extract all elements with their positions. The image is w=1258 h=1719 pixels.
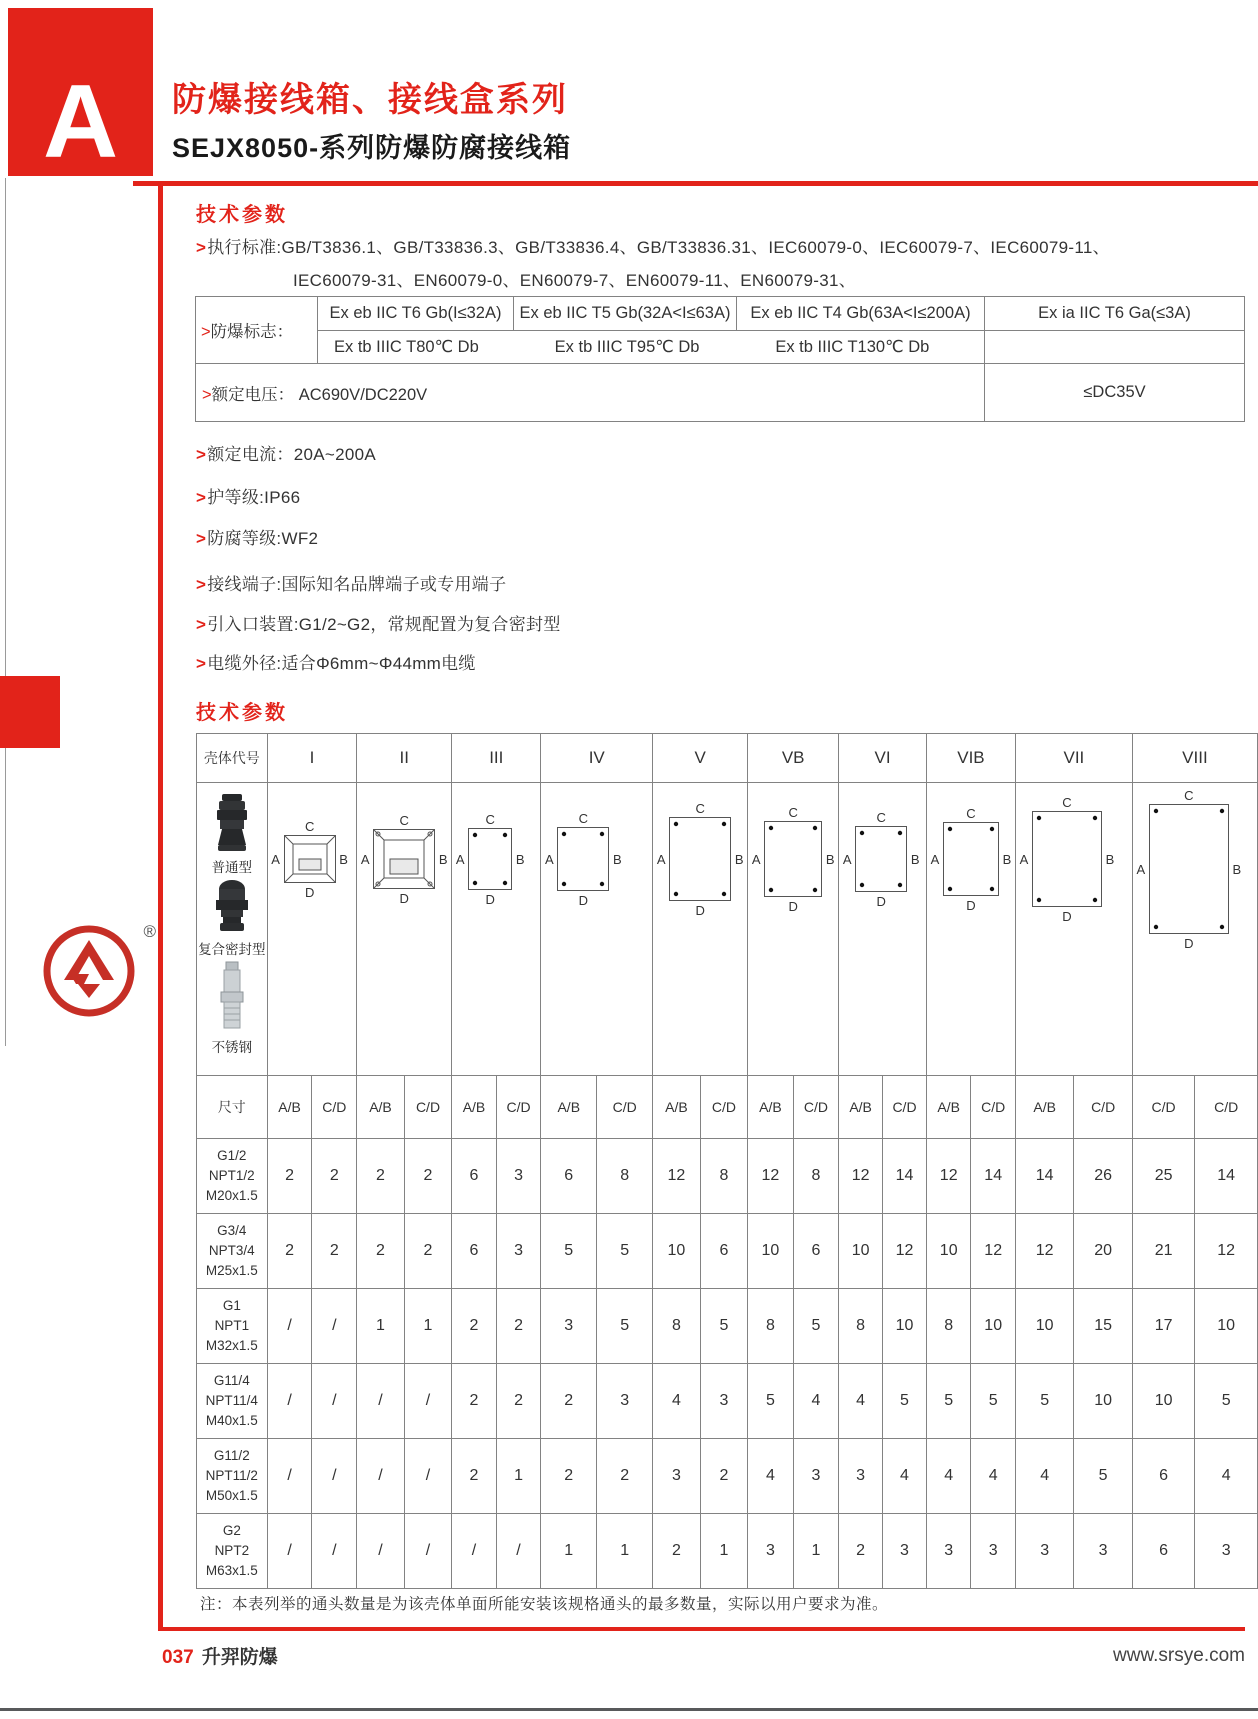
qty-cell-r0-c12: 12 — [839, 1139, 883, 1214]
qty-cell-r3-c13: 5 — [883, 1364, 927, 1439]
spec-line-corrosion: >防腐等级:WF2 — [196, 529, 319, 548]
qty-cell-r2-c16: 10 — [1015, 1289, 1073, 1364]
qty-cell-r4-c4: 2 — [452, 1439, 497, 1514]
qty-cell-r3-c2: / — [357, 1364, 405, 1439]
qty-cell-r4-c7: 2 — [597, 1439, 653, 1514]
qty-cell-r2-c14: 8 — [926, 1289, 971, 1364]
enclosure-diagram-cell-VIII — [1132, 783, 1257, 1076]
qty-cell-r2-c8: 8 — [653, 1289, 701, 1364]
enclosure-diagram-cell-VI — [839, 783, 927, 1076]
qty-cell-r1-c8: 10 — [653, 1214, 701, 1289]
shell-code-header-III: III — [452, 734, 541, 783]
diagram-label-top: C — [695, 800, 705, 816]
enclosure-face-box — [855, 826, 907, 892]
diagram-label-top: C — [399, 812, 409, 828]
footer-website: www.srsye.com — [1113, 1645, 1245, 1666]
qty-cell-r5-c18: 6 — [1132, 1514, 1195, 1589]
marking-cell: Ex eb IIC T4 Gb(63A<I≤200A) — [737, 297, 985, 331]
thread-size-label-0: G1/2 NPT1/2 M20x1.5 — [197, 1139, 268, 1214]
qty-cell-r3-c10: 5 — [748, 1364, 794, 1439]
diagram-label-bottom: D — [1184, 935, 1194, 951]
qty-cell-r5-c3: / — [404, 1514, 452, 1589]
qty-cell-r4-c17: 5 — [1074, 1439, 1132, 1514]
qty-cell-r0-c16: 14 — [1015, 1139, 1073, 1214]
enclosure-diagram-VII — [1016, 793, 1132, 925]
qty-cell-r3-c19: 5 — [1195, 1364, 1258, 1439]
diagram-label-top: C — [966, 805, 976, 821]
qty-cell-r4-c0: / — [267, 1439, 312, 1514]
page-number: 037 — [162, 1647, 194, 1668]
qty-cell-r5-c14: 3 — [926, 1514, 971, 1589]
qty-cell-r5-c4: / — [452, 1514, 497, 1589]
enclosure-face-box — [373, 829, 435, 889]
shell-code-header-VI: VI — [839, 734, 927, 783]
qty-cell-r1-c7: 5 — [597, 1214, 653, 1289]
voltage-dc-cell: ≤DC35V — [985, 364, 1245, 422]
enclosure-face-box — [468, 828, 512, 890]
qty-cell-r3-c18: 10 — [1132, 1364, 1195, 1439]
diagram-label-left: A — [544, 851, 554, 867]
qty-cell-r1-c17: 20 — [1074, 1214, 1132, 1289]
qty-cell-r0-c1: 2 — [312, 1139, 357, 1214]
diagram-label-right: B — [339, 851, 348, 867]
qty-cell-r0-c9: 8 — [700, 1139, 748, 1214]
enclosure-diagram-cell-II — [357, 783, 452, 1076]
qty-cell-r2-c19: 10 — [1195, 1289, 1258, 1364]
thread-size-label-1: G3/4 NPT3/4 M25x1.5 — [197, 1214, 268, 1289]
enclosure-diagram-VIB — [927, 804, 1015, 914]
shell-code-header-I: I — [267, 734, 357, 783]
qty-cell-r5-c11: 1 — [793, 1514, 839, 1589]
diagram-label-left: A — [930, 851, 940, 867]
company-logo — [40, 922, 156, 1038]
diagram-label-top: C — [876, 809, 886, 825]
qty-cell-r2-c0: / — [267, 1289, 312, 1364]
diagram-label-bottom: D — [966, 897, 976, 913]
spec-line-entries: >引入口装置:G1/2~G2，常规配置为复合密封型 — [196, 615, 561, 634]
qty-cell-r5-c15: 3 — [971, 1514, 1016, 1589]
enclosure-face-box — [1032, 811, 1102, 907]
qty-cell-r4-c3: / — [404, 1439, 452, 1514]
qty-cell-r2-c9: 5 — [700, 1289, 748, 1364]
diagram-label-left: A — [656, 851, 666, 867]
qty-cell-r0-c7: 8 — [597, 1139, 653, 1214]
qty-cell-r4-c5: 1 — [496, 1439, 541, 1514]
qty-cell-r1-c13: 12 — [883, 1214, 927, 1289]
size-sub-label-VIB: A/B — [926, 1076, 971, 1139]
qty-cell-r2-c4: 2 — [452, 1289, 497, 1364]
cable-gland-normal-image — [210, 793, 254, 853]
enclosure-face-box — [557, 827, 609, 891]
diagram-label-bottom: D — [876, 893, 886, 909]
qty-cell-r4-c12: 3 — [839, 1439, 883, 1514]
shell-code-header-VIII: VIII — [1132, 734, 1257, 783]
arrow-marker: > — [202, 385, 212, 404]
enclosure-diagram-cell-VIB — [926, 783, 1015, 1076]
header-divider-line — [133, 181, 1258, 186]
qty-cell-r1-c5: 3 — [496, 1214, 541, 1289]
enclosure-face-box — [943, 822, 999, 896]
qty-cell-r1-c6: 5 — [541, 1214, 597, 1289]
qty-cell-r5-c1: / — [312, 1514, 357, 1589]
qty-cell-r1-c2: 2 — [357, 1214, 405, 1289]
qty-cell-r0-c17: 26 — [1074, 1139, 1132, 1214]
enclosure-diagram-V — [653, 799, 747, 919]
enclosure-diagram-cell-IV — [541, 783, 653, 1076]
qty-cell-r5-c12: 2 — [839, 1514, 883, 1589]
qty-cell-r4-c15: 4 — [971, 1439, 1016, 1514]
enclosure-diagram-VB — [748, 803, 838, 915]
qty-cell-r2-c10: 8 — [748, 1289, 794, 1364]
marking-empty-cell — [985, 331, 1245, 364]
product-label-steel: 不锈钢 — [211, 1040, 253, 1055]
diagram-label-right: B — [1105, 851, 1115, 867]
shell-code-header-V: V — [653, 734, 748, 783]
enclosure-diagram-III — [452, 810, 540, 908]
qty-cell-r5-c16: 3 — [1015, 1514, 1073, 1589]
qty-cell-r0-c6: 6 — [541, 1139, 597, 1214]
qty-cell-r2-c17: 15 — [1074, 1289, 1132, 1364]
qty-cell-r4-c1: / — [312, 1439, 357, 1514]
size-sub-label-III: A/B — [452, 1076, 497, 1139]
size-sub-label-I: C/D — [312, 1076, 357, 1139]
diagram-label-top: C — [485, 811, 495, 827]
qty-cell-r4-c19: 4 — [1195, 1439, 1258, 1514]
qty-cell-r4-c9: 2 — [700, 1439, 748, 1514]
spec-line-ip: >护等级:IP66 — [196, 488, 301, 507]
shell-code-corner-label: 壳体代号 — [197, 734, 268, 783]
marking-label-cell: >防爆标志： — [196, 297, 318, 364]
spec-line-standards: >执行标准:GB/T3836.1、GB/T33836.3、GB/T33836.4、GB/T33836.31、IEC60079-0、IEC60079-7、IEC60079-11、 — [196, 238, 1110, 257]
enclosure-diagram-VI — [839, 808, 926, 910]
qty-cell-r2-c15: 10 — [971, 1289, 1016, 1364]
diagram-label-top: C — [578, 810, 588, 826]
product-images-cell — [197, 783, 268, 1076]
marking-row2-cell: Ex tb IIIC T80℃ Db Ex tb IIIC T95℃ Db Ex tb IIIC T130℃ Db — [318, 331, 985, 364]
spec-line-cable-od: >电缆外径:适合Φ6mm~Φ44mm电缆 — [196, 654, 476, 673]
enclosure-diagram-cell-I — [267, 783, 357, 1076]
qty-cell-r3-c17: 10 — [1074, 1364, 1132, 1439]
content-bottom-border — [158, 1627, 1245, 1631]
size-sub-label-VB: C/D — [793, 1076, 839, 1139]
qty-cell-r3-c6: 2 — [541, 1364, 597, 1439]
qty-cell-r1-c0: 2 — [267, 1214, 312, 1289]
qty-cell-r2-c7: 5 — [597, 1289, 653, 1364]
spec-line-current: >额定电流：20A~200A — [196, 445, 377, 464]
company-logo-icon — [40, 922, 138, 1020]
product-images-stack — [197, 783, 267, 1056]
qty-cell-r5-c17: 3 — [1074, 1514, 1132, 1589]
marking-table — [195, 296, 1245, 422]
qty-cell-r1-c15: 12 — [971, 1214, 1016, 1289]
qty-cell-r3-c11: 4 — [793, 1364, 839, 1439]
diagram-label-bottom: D — [399, 890, 409, 906]
diagram-label-bottom: D — [485, 891, 495, 907]
enclosure-diagram-cell-V — [653, 783, 748, 1076]
qty-cell-r5-c6: 1 — [541, 1514, 597, 1589]
qty-cell-r2-c13: 10 — [883, 1289, 927, 1364]
enclosure-diagram-cell-VII — [1015, 783, 1132, 1076]
size-sub-label-VIB: C/D — [971, 1076, 1016, 1139]
qty-cell-r0-c4: 6 — [452, 1139, 497, 1214]
size-sub-label-VI: C/D — [883, 1076, 927, 1139]
size-sub-label-VII: A/B — [1015, 1076, 1073, 1139]
qty-cell-r0-c3: 2 — [404, 1139, 452, 1214]
diagram-label-bottom: D — [788, 898, 798, 914]
qty-cell-r4-c18: 6 — [1132, 1439, 1195, 1514]
qty-cell-r3-c5: 2 — [496, 1364, 541, 1439]
qty-cell-r5-c13: 3 — [883, 1514, 927, 1589]
qty-cell-r0-c2: 2 — [357, 1139, 405, 1214]
qty-cell-r1-c11: 6 — [793, 1214, 839, 1289]
diagram-label-bottom: D — [1062, 908, 1072, 924]
qty-cell-r1-c19: 12 — [1195, 1214, 1258, 1289]
diagram-label-left: A — [271, 851, 280, 867]
size-sub-label-IV: A/B — [541, 1076, 597, 1139]
enclosure-diagram-II — [357, 811, 451, 907]
tech-params-heading-2: 技术参数 — [196, 702, 288, 724]
page-edge-line — [5, 178, 6, 1046]
diagram-label-right: B — [612, 851, 622, 867]
size-sub-label-VII: C/D — [1074, 1076, 1132, 1139]
size-sub-label-III: C/D — [496, 1076, 541, 1139]
qty-cell-r5-c19: 3 — [1195, 1514, 1258, 1589]
spec-line-standards-cont: IEC60079-31、EN60079-0、EN60079-7、EN60079-11、EN60079-31、 — [293, 271, 857, 290]
arrow-marker: > — [201, 323, 211, 341]
qty-cell-r0-c14: 12 — [926, 1139, 971, 1214]
qty-cell-r3-c0: / — [267, 1364, 312, 1439]
qty-cell-r2-c1: / — [312, 1289, 357, 1364]
enclosure-face-box — [669, 817, 731, 901]
section-letter: A — [42, 64, 119, 181]
thread-size-label-2: G1 NPT1 M32x1.5 — [197, 1289, 268, 1364]
diagram-label-right: B — [825, 851, 835, 867]
qty-cell-r3-c14: 5 — [926, 1364, 971, 1439]
qty-cell-r0-c0: 2 — [267, 1139, 312, 1214]
qty-cell-r4-c10: 4 — [748, 1439, 794, 1514]
diagram-label-top: C — [1062, 794, 1072, 810]
qty-cell-r0-c15: 14 — [971, 1139, 1016, 1214]
diagram-label-left: A — [1136, 861, 1146, 877]
diagram-label-right: B — [910, 851, 920, 867]
qty-cell-r2-c5: 2 — [496, 1289, 541, 1364]
diagram-label-top: C — [1184, 787, 1194, 803]
footer-page-brand — [162, 1642, 278, 1669]
spec-line-terminals: >接线端子:国际知名品牌端子或专用端子 — [196, 575, 507, 594]
size-sub-label-V: C/D — [700, 1076, 748, 1139]
enclosure-face-box — [764, 821, 822, 897]
section-letter-badge — [8, 8, 153, 181]
thread-size-label-5: G2 NPT2 M63x1.5 — [197, 1514, 268, 1589]
qty-cell-r5-c5: / — [496, 1514, 541, 1589]
diagram-label-bottom: D — [695, 902, 705, 918]
qty-cell-r1-c14: 10 — [926, 1214, 971, 1289]
diagram-label-left: A — [455, 851, 465, 867]
qty-cell-r0-c5: 3 — [496, 1139, 541, 1214]
shell-code-header-II: II — [357, 734, 452, 783]
qty-cell-r3-c15: 5 — [971, 1364, 1016, 1439]
qty-cell-r5-c8: 2 — [653, 1514, 701, 1589]
enclosure-diagram-cell-III — [452, 783, 541, 1076]
qty-cell-r0-c18: 25 — [1132, 1139, 1195, 1214]
table-note: 注：本表列举的通头数量是为该壳体单面所能安装该规格通头的最多数量，实际以用户要求为准。 — [200, 1596, 889, 1613]
diagram-label-left: A — [360, 851, 370, 867]
diagram-label-top: C — [788, 804, 798, 820]
size-sub-label-I: A/B — [267, 1076, 312, 1139]
shell-code-header-VIB: VIB — [926, 734, 1015, 783]
size-sub-label-VB: A/B — [748, 1076, 794, 1139]
shell-code-header-VB: VB — [748, 734, 839, 783]
tech-params-heading-1: 技术参数 — [196, 204, 288, 226]
qty-cell-r5-c0: / — [267, 1514, 312, 1589]
page-bottom-rule — [0, 1708, 1258, 1711]
qty-cell-r3-c16: 5 — [1015, 1364, 1073, 1439]
qty-cell-r2-c3: 1 — [404, 1289, 452, 1364]
thread-size-label-3: G11/4 NPT11/4 M40x1.5 — [197, 1364, 268, 1439]
qty-cell-r1-c9: 6 — [700, 1214, 748, 1289]
enclosure-diagram-I — [268, 817, 357, 901]
qty-cell-r4-c13: 4 — [883, 1439, 927, 1514]
qty-cell-r1-c16: 12 — [1015, 1214, 1073, 1289]
voltage-cell: >额定电压： AC690V/DC220V — [196, 364, 985, 422]
enclosure-face-box — [1149, 804, 1229, 934]
diagram-label-left: A — [1019, 851, 1029, 867]
qty-cell-r4-c2: / — [357, 1439, 405, 1514]
size-sub-label-VI: A/B — [839, 1076, 883, 1139]
product-label-sealed: 复合密封型 — [198, 942, 266, 957]
diagram-label-right: B — [734, 851, 744, 867]
size-sub-label-V: A/B — [653, 1076, 701, 1139]
diagram-label-bottom: D — [578, 892, 588, 908]
registered-trademark-symbol: ® — [143, 922, 156, 941]
qty-cell-r1-c4: 6 — [452, 1214, 497, 1289]
content-left-border — [158, 181, 163, 1631]
marking-cell: Ex ia IIC T6 Ga(≤3A) — [985, 297, 1245, 331]
product-label-normal: 普通型 — [211, 860, 253, 875]
qty-cell-r3-c9: 3 — [700, 1364, 748, 1439]
qty-cell-r1-c18: 21 — [1132, 1214, 1195, 1289]
diagram-label-right: B — [515, 851, 525, 867]
qty-cell-r3-c3: / — [404, 1364, 452, 1439]
qty-cell-r1-c12: 10 — [839, 1214, 883, 1289]
cable-gland-sealed-image — [210, 879, 254, 935]
page-title: 防爆接线箱、接线盒系列 — [172, 81, 568, 119]
qty-cell-r3-c4: 2 — [452, 1364, 497, 1439]
arrow-marker: > — [196, 238, 207, 257]
qty-cell-r1-c1: 2 — [312, 1214, 357, 1289]
enclosure-diagram-cell-VB — [748, 783, 839, 1076]
thread-size-label-4: G11/2 NPT11/2 M50x1.5 — [197, 1439, 268, 1514]
qty-cell-r2-c18: 17 — [1132, 1289, 1195, 1364]
page-subtitle: SEJX8050-系列防爆防腐接线箱 — [172, 133, 572, 163]
qty-cell-r1-c3: 2 — [404, 1214, 452, 1289]
marking-cell: Ex eb IIC T5 Gb(32A<I≤63A) — [514, 297, 737, 331]
size-sub-label-II: A/B — [357, 1076, 405, 1139]
qty-cell-r1-c10: 10 — [748, 1214, 794, 1289]
enclosure-diagram-VIII — [1133, 786, 1257, 952]
diagram-label-left: A — [751, 851, 761, 867]
qty-cell-r5-c7: 1 — [597, 1514, 653, 1589]
qty-cell-r0-c11: 8 — [793, 1139, 839, 1214]
enclosure-spec-table — [196, 733, 1258, 1589]
enclosure-diagram-IV — [541, 809, 652, 909]
size-sub-label-VIII: C/D — [1132, 1076, 1195, 1139]
qty-cell-r0-c8: 12 — [653, 1139, 701, 1214]
size-sub-label-VIII: C/D — [1195, 1076, 1258, 1139]
qty-cell-r2-c2: 1 — [357, 1289, 405, 1364]
size-sub-label-II: C/D — [404, 1076, 452, 1139]
qty-cell-r4-c6: 2 — [541, 1439, 597, 1514]
qty-cell-r4-c8: 3 — [653, 1439, 701, 1514]
marking-cell: Ex eb IIC T6 Gb(I≤32A) — [318, 297, 514, 331]
qty-cell-r2-c6: 3 — [541, 1289, 597, 1364]
diagram-label-right: B — [1002, 851, 1012, 867]
diagram-label-bottom: D — [304, 884, 315, 900]
qty-cell-r5-c9: 1 — [700, 1514, 748, 1589]
qty-cell-r3-c7: 3 — [597, 1364, 653, 1439]
size-sub-label-IV: C/D — [597, 1076, 653, 1139]
diagram-label-right: B — [1232, 861, 1242, 877]
size-row-label: 尺寸 — [197, 1076, 268, 1139]
cable-gland-steel-image — [215, 961, 249, 1033]
qty-cell-r4-c11: 3 — [793, 1439, 839, 1514]
qty-cell-r3-c1: / — [312, 1364, 357, 1439]
shell-code-header-VII: VII — [1015, 734, 1132, 783]
qty-cell-r3-c12: 4 — [839, 1364, 883, 1439]
margin-red-square — [0, 676, 60, 748]
qty-cell-r2-c11: 5 — [793, 1289, 839, 1364]
qty-cell-r5-c10: 3 — [748, 1514, 794, 1589]
qty-cell-r0-c13: 14 — [883, 1139, 927, 1214]
diagram-label-right: B — [438, 851, 448, 867]
brand-name: 升羿防爆 — [201, 1647, 278, 1668]
qty-cell-r3-c8: 4 — [653, 1364, 701, 1439]
diagram-label-left: A — [842, 851, 852, 867]
qty-cell-r0-c19: 14 — [1195, 1139, 1258, 1214]
qty-cell-r4-c16: 4 — [1015, 1439, 1073, 1514]
qty-cell-r5-c2: / — [357, 1514, 405, 1589]
qty-cell-r0-c10: 12 — [748, 1139, 794, 1214]
shell-code-header-IV: IV — [541, 734, 653, 783]
enclosure-face-box — [284, 835, 336, 883]
qty-cell-r4-c14: 4 — [926, 1439, 971, 1514]
diagram-label-top: C — [304, 818, 315, 834]
qty-cell-r2-c12: 8 — [839, 1289, 883, 1364]
